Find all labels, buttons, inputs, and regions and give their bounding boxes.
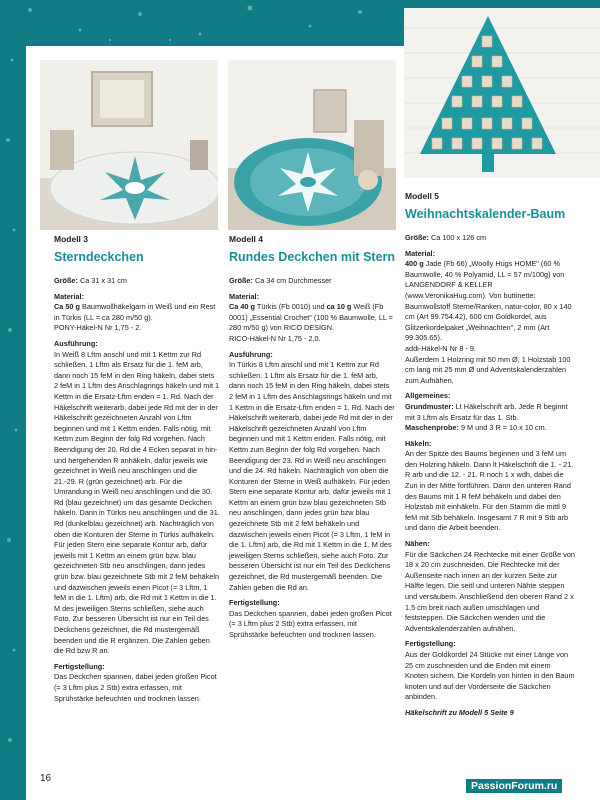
model3-finish-label: Fertigstellung: — [54, 661, 105, 671]
model5-title: Weihnachtskalender-Baum — [405, 207, 566, 221]
model3-hook: PONY-Häkel-N Nr 1,75 - 2. — [54, 323, 142, 333]
model4-size-value: Ca 34 cm Durchmesser — [252, 276, 332, 285]
model5-sew-text: Für die Säckchen 24 Rechtecke mit einer Größe von 18 x 20 cm zuschneiden. Die Rechtecke mit der Außenseite nach innen an der kurzen Seite zur Hälfte legen. Die seitl und unteren Nähte steppen und versäubern. Anschließend den oberen Rand 2 x 1,5 cm breit nach außen umschlagen und feststeppen. Die Säckchen wenden und die Adventskalenderzahlen aufnähen. — [405, 549, 575, 633]
model3-material-amount: Ca 50 g — [54, 302, 80, 312]
photo-advent-tree — [404, 8, 600, 178]
model5-size-label: Größe: — [405, 233, 429, 242]
model5-material-text: Jade (Fb 66) „Woolly Hugs HOME" (60 % Baumwolle, 40 % Polyamid, LL = 57 m/100g) von LANGENDORF & KELLER (www.VeronikaHug.com). Von buttinette: Baumwollstoff Sterne/Ranken, natur-color, 80 x 140 cm (Art 99.754.42), 600 cm Goldkordel, aus Glitzerkordelpaket „Weihnachten", 2 mm (Art 99.305.65). — [405, 259, 572, 343]
model5-finish-label: Fertigstellung: — [405, 639, 456, 649]
model5-gauge-text: 9 M und 3 R = 10 x 10 cm. — [458, 423, 547, 433]
photo-star-doily — [40, 60, 218, 230]
model4-hook: RICO-Häkel-N Nr 1,75 - 2,0. — [229, 333, 321, 343]
model4-material-amount-1: Ca 40 g — [229, 302, 255, 312]
model5-crochet-text: An der Spitze des Baums beginnen und 3 feM um den Holzring häkeln. Dann lt Häkelschrift die 1. - 21. R arb und die 12. - 21. R noch 1 x wdh, dabei die Zun in der Mitte fortführen. Dann den unteren Rand des Baums mit 1 R feM behäkeln und dabei den Holzstab mit einhäkeln. Für den Stamm die mittl 9 feM mit Stb behäkeln. Insgesamt 7 R mit 9 Stb arb und dann die Arbeit beenden. — [405, 449, 574, 533]
model5-sew-label: Nähen: — [405, 539, 430, 549]
model4-material-text-2: Weiß (Fb 0001) „Essential Crochet" (100 % Baumwolle, LL = 280 m/50 g) von RICO DESIGN. — [229, 302, 393, 333]
page-number: 16 — [40, 773, 52, 784]
model5-material-label: Material: — [405, 248, 436, 258]
model3-execution-label: Ausführung: — [54, 338, 98, 348]
model4-material-text-1: Türkis (Fb 0010) und — [254, 302, 327, 312]
model5-basic-text: Lt Häkelschrift arb. Jede R beginnt mit 3 Lftm als Ersatz für das 1. Stb. — [405, 401, 568, 422]
model3-finish-text: Das Deckchen spannen, dabei jeden großen Picot (= 3 Lftm plus 2 Stb) extra erfassen, mit Sprühstärke befeuchten und trocknen lassen. — [54, 672, 217, 703]
model3-title: Sterndeckchen — [54, 250, 144, 264]
model4-label: Modell 4 — [229, 234, 264, 244]
model4-execution-text: In Türkis 8 Lftm anschl und mit 1 Kettm zur Rd schließen. 1 Lftm als Ersatz für die 1. feM arb, dann noch 15 feM in den Ring häkeln, dabei stets 2 feM in 1 Lftm des Anschlagsrings häkeln und mit 1 Kettm in die Ersatz-Lftm enden = 1. Rd. Nach der Häkelschrift weiterarb, dabei jede Rd mit der in der Häkelschrift gezeichneten Anzahl von Lftm beginnen und mit 1 Kettm enden. Falls nötig, mit Kettm zum Beginn der folg Rd vorgehen. Nach Beendigung der 23. Rd in Weiß neu anschlingen und die 24. Rd häkeln. Nachträglich von oben die Konturen der Sterne in Weiß aufhäkeln. Für jeden Stern eine separate Kontur arb, dafür jeweils mit 1 Kettm an einem grün bzw blau gezeichneten Stb neu anschlingen, dann jedes grün bzw blau gezeichnete Stb mit 2 feM behäkeln und dazwischen jeweils einen Picot (= 3 Lftm, 1 feM in die 1. Lftm) arb, die Rd mit 1 Kettm in die 1. M des jeweiligen Sterns schließen, siehe auch Foto. Zur besseren Übersicht ist nur ein Teil des Deckchens gezeichnet, die Rd mustergemäß beenden. Die Zahlen geben die Rd an. — [229, 360, 395, 592]
model4-column — [229, 276, 395, 646]
model3-label: Modell 3 — [54, 234, 89, 244]
photo-round-doily — [228, 60, 396, 230]
model5-material-amount: 400 g — [405, 259, 424, 269]
model5-basic-label: Grundmuster: — [405, 401, 454, 411]
model4-finish-text: Das Deckchen spannen, dabei jeden großen Picot (= 3 Lftm plus 2 Stb) extra erfassen, mit Sprühstärke befeuchten und trocknen lassen. — [229, 608, 392, 639]
model5-label: Modell 5 — [405, 191, 440, 201]
model4-finish-label: Fertigstellung: — [229, 598, 280, 608]
model5-gauge-label: Maschenprobe: — [405, 423, 459, 433]
model5-column — [405, 233, 575, 724]
model5-finish-text: Aus der Goldkordel 24 Stücke mit einer Länge von 25 cm zuschneiden und die Enden mit einem Knoten sichern. Die Kordeln von hinten in den Baum knoten und auf der Vorderseite die Säckchen anbinden. — [405, 649, 575, 702]
model4-title: Rundes Deckchen mit Stern — [229, 250, 396, 264]
model3-size-label: Größe: — [54, 276, 78, 285]
model4-material-amount-2: ca 10 g — [326, 302, 352, 312]
model3-size-value: Ca 31 x 31 cm — [77, 276, 127, 285]
model4-material-label: Material: — [229, 291, 260, 301]
model5-footnote: Häkelschrift zu Modell 5 Seite 9 — [405, 707, 514, 717]
model5-extra: Außerdem 1 Holzring mit 50 mm Ø, 1 Holzstab 100 cm lang mit 25 mm Ø und Adventskalenderzahlen zum Aufnähen. — [405, 354, 571, 385]
model3-material-text: Baumwollhäkelgarn in Weiß und ein Rest in Türkis (LL = ca 280 m/50 g). — [54, 302, 216, 322]
model5-general-label: Allgemeines: — [405, 391, 451, 401]
model5-crochet-label: Häkeln: — [405, 438, 432, 448]
model3-material-label: Material: — [54, 291, 85, 301]
model4-execution-label: Ausführung: — [229, 349, 273, 359]
model3-execution-text: In Weiß 8 Lftm anschl und mit 1 Kettm zur Rd schließen. 1 Lftm als Ersatz für die 1. feM arb, dann noch 15 feM in den Ring häkeln, dabei stets 2 feM in 1 Lftm des Anschlagrings häkeln und mit 1 Kettm in die Ersatz-Lftm enden = 1. Rd. Nach der Häkelschrift weiterarb, dabei jede Rd mit der in der Häkelschrift gezeichneten Anzahl von Lftm beginnen und mit 1 Kettm enden. Falls nötig, mit Kettm zum Beginn der folg Rd vorgehen. Nach Beendigung der 20. Rd die 4 Ecken separat in hin- und hergehenden R anhäkeln, dafür jeweils wie gezeichnet in Weiß neu anschlingen und die 21.-29. R (grün gezeichnet) arb. Für die Umrandung in Weiß neu anschlingen und die 30. Rd (blau gezeichnet) um das gesamte Deckchen häkeln. Dann in Türkis neu anschlingen und die 31. Rd (dunkelblau gezeichnet) arb. Nachträglich von oben die Konturen der Sterne in Türkis aufhäkeln. Für jeden Stern eine separate Kontur arb, dafür jeweils mit 1 Kettm an einem grün bzw. blau gezeichneten Stb neu anschlingen, dann jedes grün bzw. blau gezeichnete Stb mit 2 feM behäkeln und dazwischen jeweils einen Picot (= 3 Lftm, 1 feM in die 1. Lftm) arb, die Rd mit 1 Kettm in die 1. M des jeweiligen Sterns schließen, siehe auch Foto. Zur besseren Übersicht ist nur ein Teil des Deckchens gezeichnet, die Rd mustergemäß beenden und die R ergänzen. Die Zahlen geben die Rd bzw R an. — [54, 349, 220, 656]
watermark: PassionForum.ru — [466, 779, 562, 793]
model5-size-value: Ca 100 x 126 cm — [428, 233, 487, 242]
model3-column — [54, 276, 220, 709]
model4-size-label: Größe: — [229, 276, 253, 285]
model5-hook: addi-Häkel-N Nr 8 - 9. — [405, 343, 476, 353]
